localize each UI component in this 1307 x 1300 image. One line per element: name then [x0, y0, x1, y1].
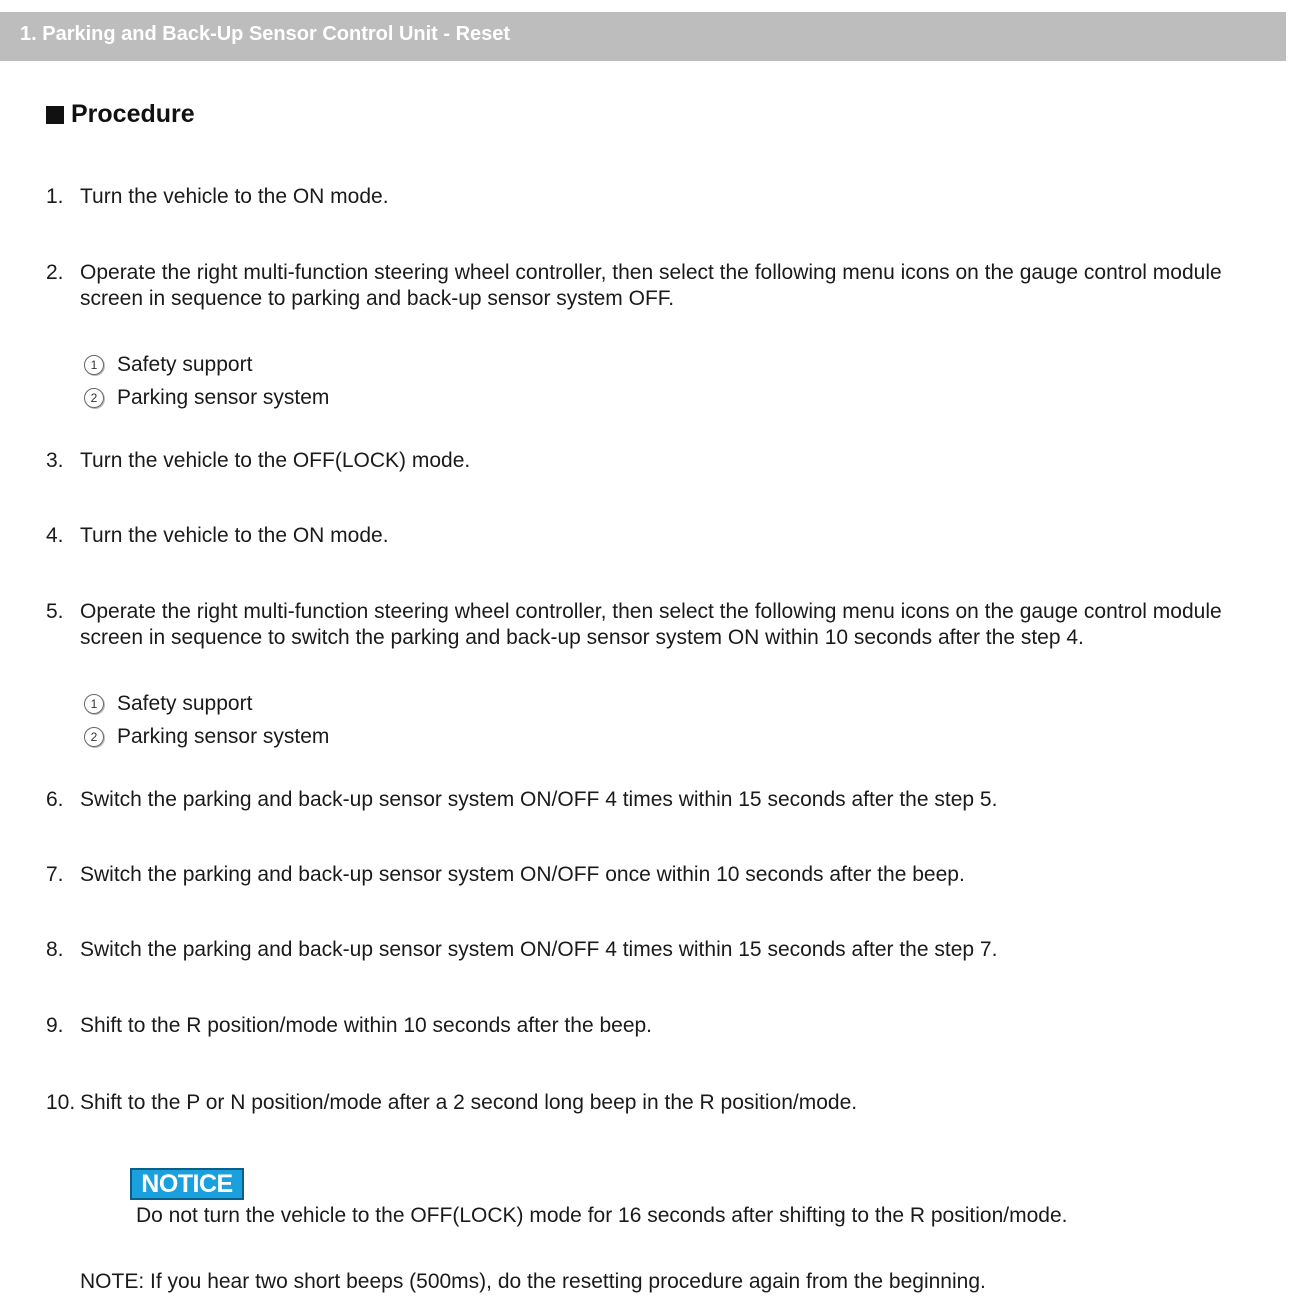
step-text: Turn the vehicle to the ON mode.: [80, 185, 389, 208]
procedure-heading: [46, 100, 195, 129]
menu-item-parking-sensor-system: [84, 724, 329, 750]
menu-item-safety-support: [84, 691, 252, 717]
step-number: 8.: [46, 938, 64, 961]
menu-item-label: Safety support: [117, 353, 253, 376]
menu-item-parking-sensor-system: [84, 385, 329, 411]
step-number: 7.: [46, 863, 64, 886]
square-bullet-icon: [46, 106, 64, 124]
step-text-line-1: Operate the right multi-function steering wheel controller, then select the following menu icons on the gauge control module: [80, 600, 1222, 623]
step-number: 10.: [46, 1091, 76, 1114]
procedure-heading-label: Procedure: [71, 100, 195, 128]
section-title: 1. Parking and Back-Up Sensor Control Unit - Reset: [20, 23, 511, 45]
step-text: Turn the vehicle to the ON mode.: [80, 524, 389, 547]
final-note: NOTE: If you hear two short beeps (500ms), do the resetting procedure again from the beginning.: [80, 1270, 986, 1293]
step-number: 2.: [46, 261, 64, 284]
step-number: 3.: [46, 449, 64, 472]
menu-item-safety-support: [84, 352, 252, 378]
step-number: 4.: [46, 524, 64, 547]
step-number: 1.: [46, 185, 64, 208]
step-text: Switch the parking and back-up sensor system ON/OFF 4 times within 15 seconds after the step 7.: [80, 938, 998, 961]
step-number: 9.: [46, 1014, 64, 1037]
step-text: Turn the vehicle to the OFF(LOCK) mode.: [80, 449, 471, 472]
circled-number-2-icon: 2: [84, 727, 104, 747]
menu-item-label: Parking sensor system: [117, 386, 330, 409]
step-text-line-2: screen in sequence to switch the parking and back-up sensor system ON within 10 seconds after the step 4.: [80, 626, 1084, 649]
menu-item-label: Parking sensor system: [117, 725, 330, 748]
menu-item-label: Safety support: [117, 692, 253, 715]
step-text-line-2: screen in sequence to parking and back-up sensor system OFF.: [80, 287, 675, 310]
step-text-line-1: Operate the right multi-function steering wheel controller, then select the following menu icons on the gauge control module: [80, 261, 1222, 284]
circled-number-1-icon: 1: [84, 355, 104, 375]
step-text: Switch the parking and back-up sensor system ON/OFF 4 times within 15 seconds after the step 5.: [80, 788, 998, 811]
notice-badge: NOTICE: [130, 1168, 244, 1200]
step-text: Shift to the R position/mode within 10 seconds after the beep.: [80, 1014, 653, 1037]
step-text: Switch the parking and back-up sensor system ON/OFF once within 10 seconds after the beep.: [80, 863, 965, 886]
notice-text: Do not turn the vehicle to the OFF(LOCK) mode for 16 seconds after shifting to the R position/mode.: [136, 1204, 1068, 1227]
step-number: 6.: [46, 788, 64, 811]
circled-number-1-icon: 1: [84, 694, 104, 714]
circled-number-2-icon: 2: [84, 388, 104, 408]
step-text: Shift to the P or N position/mode after a 2 second long beep in the R position/mode.: [80, 1091, 858, 1114]
step-number: 5.: [46, 600, 64, 623]
